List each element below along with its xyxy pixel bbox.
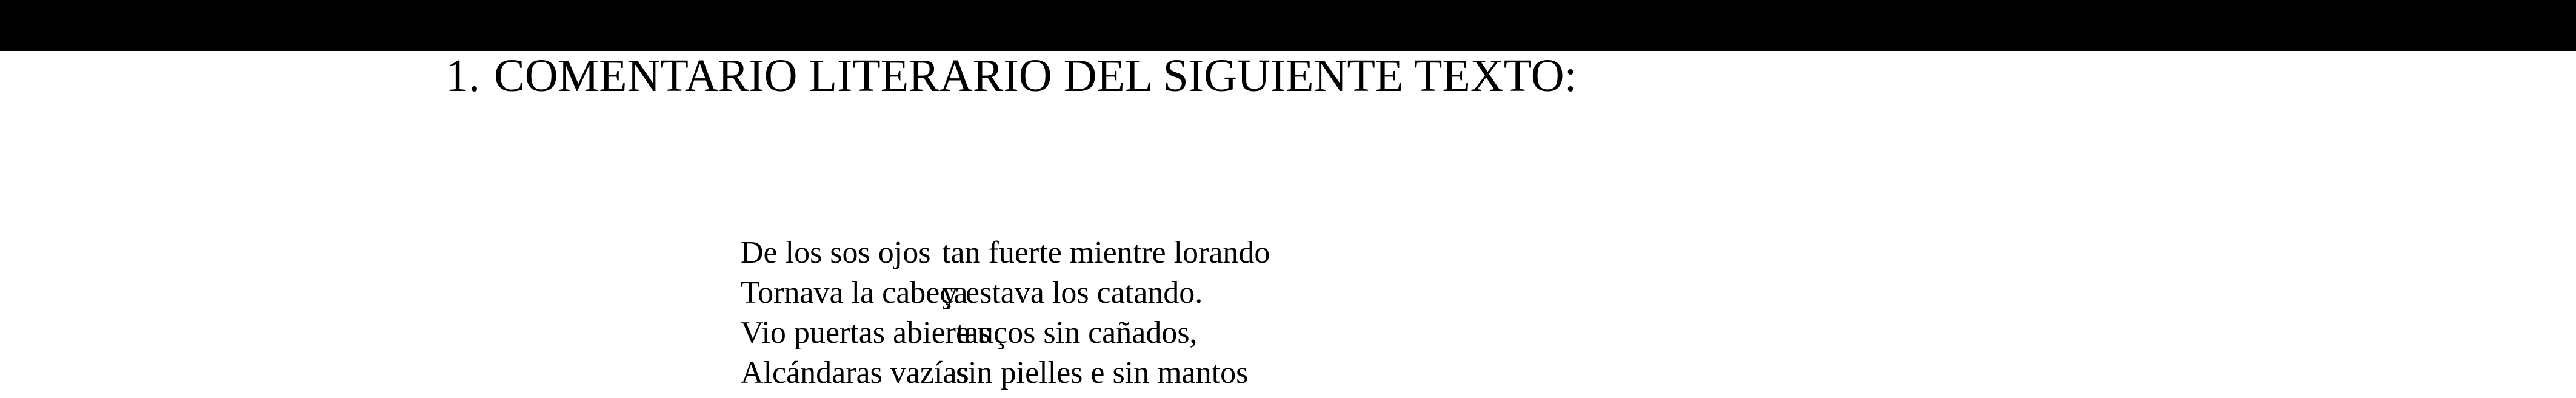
verse-first-hemistich: Vio puertas abiertas bbox=[741, 315, 991, 350]
poem-verse bbox=[741, 273, 1270, 313]
verse-second-hemistich: e uços sin cañados, bbox=[956, 315, 1198, 350]
verse-second-hemistich: sin pielles e sin mantos bbox=[956, 356, 1249, 390]
top-black-bar bbox=[0, 0, 2576, 51]
poem-verse bbox=[741, 233, 1270, 273]
heading-text: COMENTARIO LITERARIO DEL SIGUIENTE TEXTO: bbox=[494, 50, 1577, 101]
verse-first-hemistich: Alcándaras vazías bbox=[741, 356, 969, 390]
poem-verse bbox=[741, 353, 1270, 393]
verse-first-hemistich: De los sos ojos bbox=[741, 235, 931, 270]
verse-first-hemistich: Tornava la cabeça bbox=[741, 275, 968, 310]
verse-second-hemistich: y estava los catando. bbox=[942, 275, 1203, 310]
verse-second-hemistich: tan fuerte mientre lorando bbox=[942, 235, 1270, 270]
page-heading bbox=[445, 49, 1577, 103]
poem-excerpt bbox=[741, 233, 1270, 393]
poem-verse bbox=[741, 313, 1270, 353]
heading-number: 1. bbox=[445, 50, 480, 101]
